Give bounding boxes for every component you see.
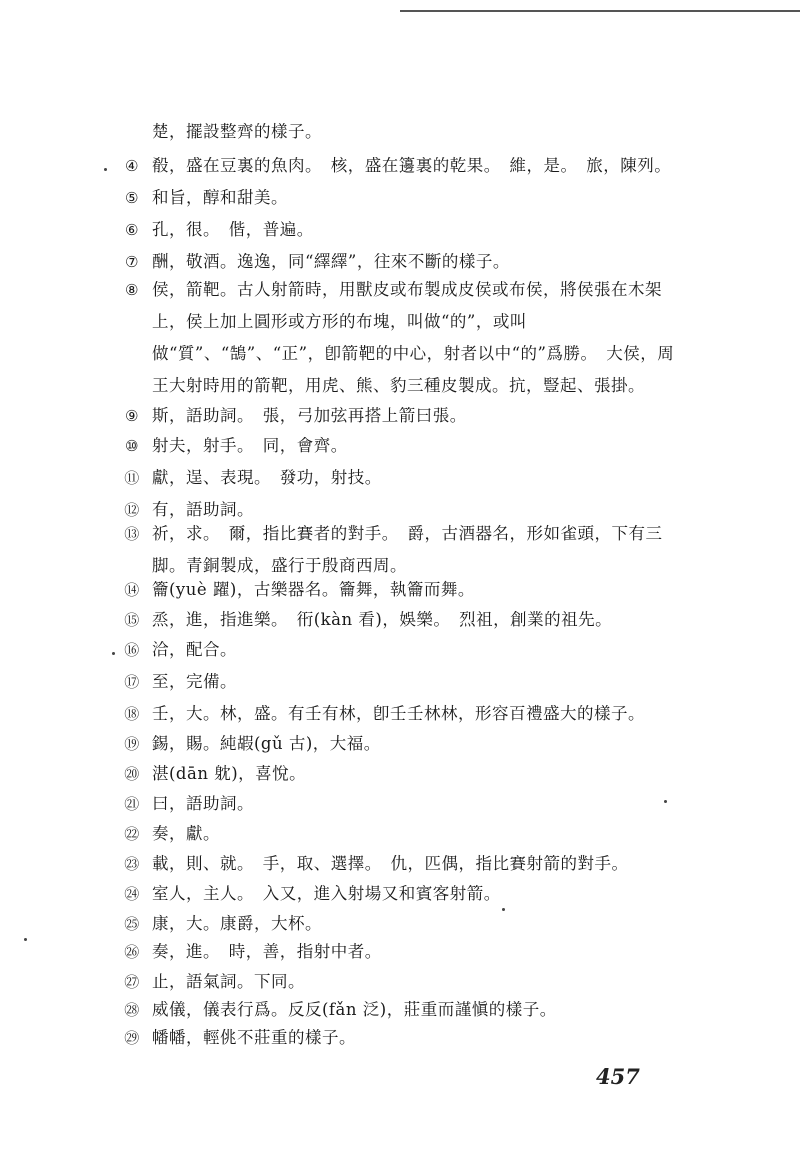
- note-5: [120, 182, 680, 214]
- ink-speck: [24, 938, 27, 941]
- note-number: ⑫: [124, 501, 140, 519]
- ink-speck: [502, 908, 505, 911]
- note-number: ㉑: [124, 795, 140, 813]
- note-number: ㉘: [124, 1001, 140, 1019]
- ink-speck: [664, 800, 667, 803]
- note-text: 烝，進，指進樂。 衎(kàn 看)，娛樂。 烈祖，創業的祖先。: [152, 610, 613, 629]
- note-number: ㉖: [124, 943, 140, 961]
- note-24: [120, 878, 680, 910]
- ink-speck: [104, 168, 107, 171]
- note-number: ⑭: [124, 581, 140, 599]
- note-text: 和旨，醇和甜美。: [152, 188, 288, 207]
- note-17: [120, 666, 680, 698]
- note-number: ⑧: [125, 281, 139, 299]
- note-number: ㉓: [124, 855, 140, 873]
- note-text: 威儀，儀表行爲。反反(fǎn 泛)，莊重而謹愼的樣子。: [152, 1000, 557, 1019]
- note-29: [120, 1022, 680, 1054]
- note-text: 室人，主人。 入又，進入射場又和賓客射箭。: [152, 884, 501, 903]
- note-text: 曰，語助詞。: [152, 794, 254, 813]
- note-number: ⑤: [125, 189, 139, 207]
- note-16: [120, 634, 680, 666]
- note-15: [120, 604, 680, 636]
- note-text: 射夫，射手。 同，會齊。: [152, 436, 348, 455]
- note-22: [120, 818, 680, 850]
- note-9: [120, 400, 680, 432]
- note-number: ㉔: [124, 885, 140, 903]
- note-4: [120, 150, 680, 182]
- note-text: 康，大。康爵，大杯。: [152, 914, 322, 933]
- note-19: [120, 728, 680, 760]
- note-number: ㉕: [124, 915, 140, 933]
- note-number: ⑬: [124, 525, 140, 543]
- note-number: ⑪: [124, 469, 140, 487]
- note-number: ⑯: [124, 641, 140, 659]
- note-14: [120, 574, 680, 606]
- note-26: [120, 936, 680, 968]
- note-text: 祈，求。 爾，指比賽者的對手。 爵，古酒器名，形如雀頭，下有三脚。青銅製成，盛行于殷商西周。: [152, 524, 663, 575]
- note-text: 湛(dān 躭)，喜悅。: [152, 764, 307, 783]
- note-text: 籥(yuè 躍)，古樂器名。籥舞，執籥而舞。: [152, 580, 475, 599]
- note-20: [120, 758, 680, 790]
- note-number: ⑲: [124, 735, 140, 753]
- note-text: 錫，賜。純嘏(gǔ 古)，大福。: [152, 734, 381, 753]
- note-text: 斯，語助詞。 張，弓加弦再搭上箭曰張。: [152, 406, 467, 425]
- note-text: 至，完備。: [152, 672, 237, 691]
- note-6: [120, 214, 680, 246]
- note-21: [120, 788, 680, 820]
- note-number: ㉒: [124, 825, 140, 843]
- note-number: ⑳: [124, 765, 140, 783]
- note-text: 幡幡，輕佻不莊重的樣子。: [152, 1028, 356, 1047]
- note-number: ㉙: [124, 1029, 140, 1047]
- note-18: [120, 698, 680, 730]
- note-10: [120, 430, 680, 462]
- note-number: ㉗: [124, 973, 140, 991]
- page-number: 457: [596, 1064, 640, 1089]
- note-text: 孔，很。 偕，普遍。: [152, 220, 314, 239]
- note-text: 奏，獻。: [152, 824, 220, 843]
- note-number: ⑥: [125, 221, 139, 239]
- note-number: ⑱: [124, 705, 140, 723]
- note-13: [120, 518, 680, 582]
- note-text: 載，則、就。 手，取、選擇。 仇，匹偶，指比賽射箭的對手。: [152, 854, 629, 873]
- note-11: [120, 462, 680, 494]
- note-text: 殽，盛在豆裏的魚肉。 核，盛在籩裏的乾果。 維，是。 旅，陳列。: [152, 156, 672, 175]
- note-text: 奏，進。 時，善，指射中者。: [152, 942, 382, 961]
- note-text: 止，語氣詞。下同。: [152, 972, 305, 991]
- note-23: [120, 848, 680, 880]
- note-number: ⑨: [125, 407, 139, 425]
- note-text: 壬，大。林，盛。有壬有林，卽壬壬林林，形容百禮盛大的樣子。: [152, 704, 645, 723]
- note-text: 酬，敬酒。逸逸，同“繹繹”，往來不斷的樣子。: [152, 252, 510, 271]
- note-number: ⑦: [125, 253, 139, 271]
- note-text: 獻，逞、表現。 發功，射技。: [152, 468, 382, 487]
- note-number: ⑮: [124, 611, 140, 629]
- note-8: [120, 274, 680, 402]
- ink-speck: [112, 652, 115, 655]
- note-text: 侯，箭靶。古人射箭時，用獸皮或布製成皮侯或布侯，將侯張在木架上，侯上加上圓形或方形的布塊，叫做“的”，或叫做“質”、“鵠”、“正”，卽箭靶的中心，射者以中“的”爲勝。 大侯，周王大射時用的箭靶，用虎、熊、豹三種皮製成。抗，豎起、張掛。: [152, 280, 675, 395]
- note-number: ⑩: [125, 437, 139, 455]
- note-number: ④: [125, 157, 139, 175]
- continuation-text: 楚，擺設整齊的樣子。: [152, 122, 322, 141]
- note-text: 有，語助詞。: [152, 500, 254, 519]
- note-number: ⑰: [124, 673, 140, 691]
- note-text: 洽，配合。: [152, 640, 237, 659]
